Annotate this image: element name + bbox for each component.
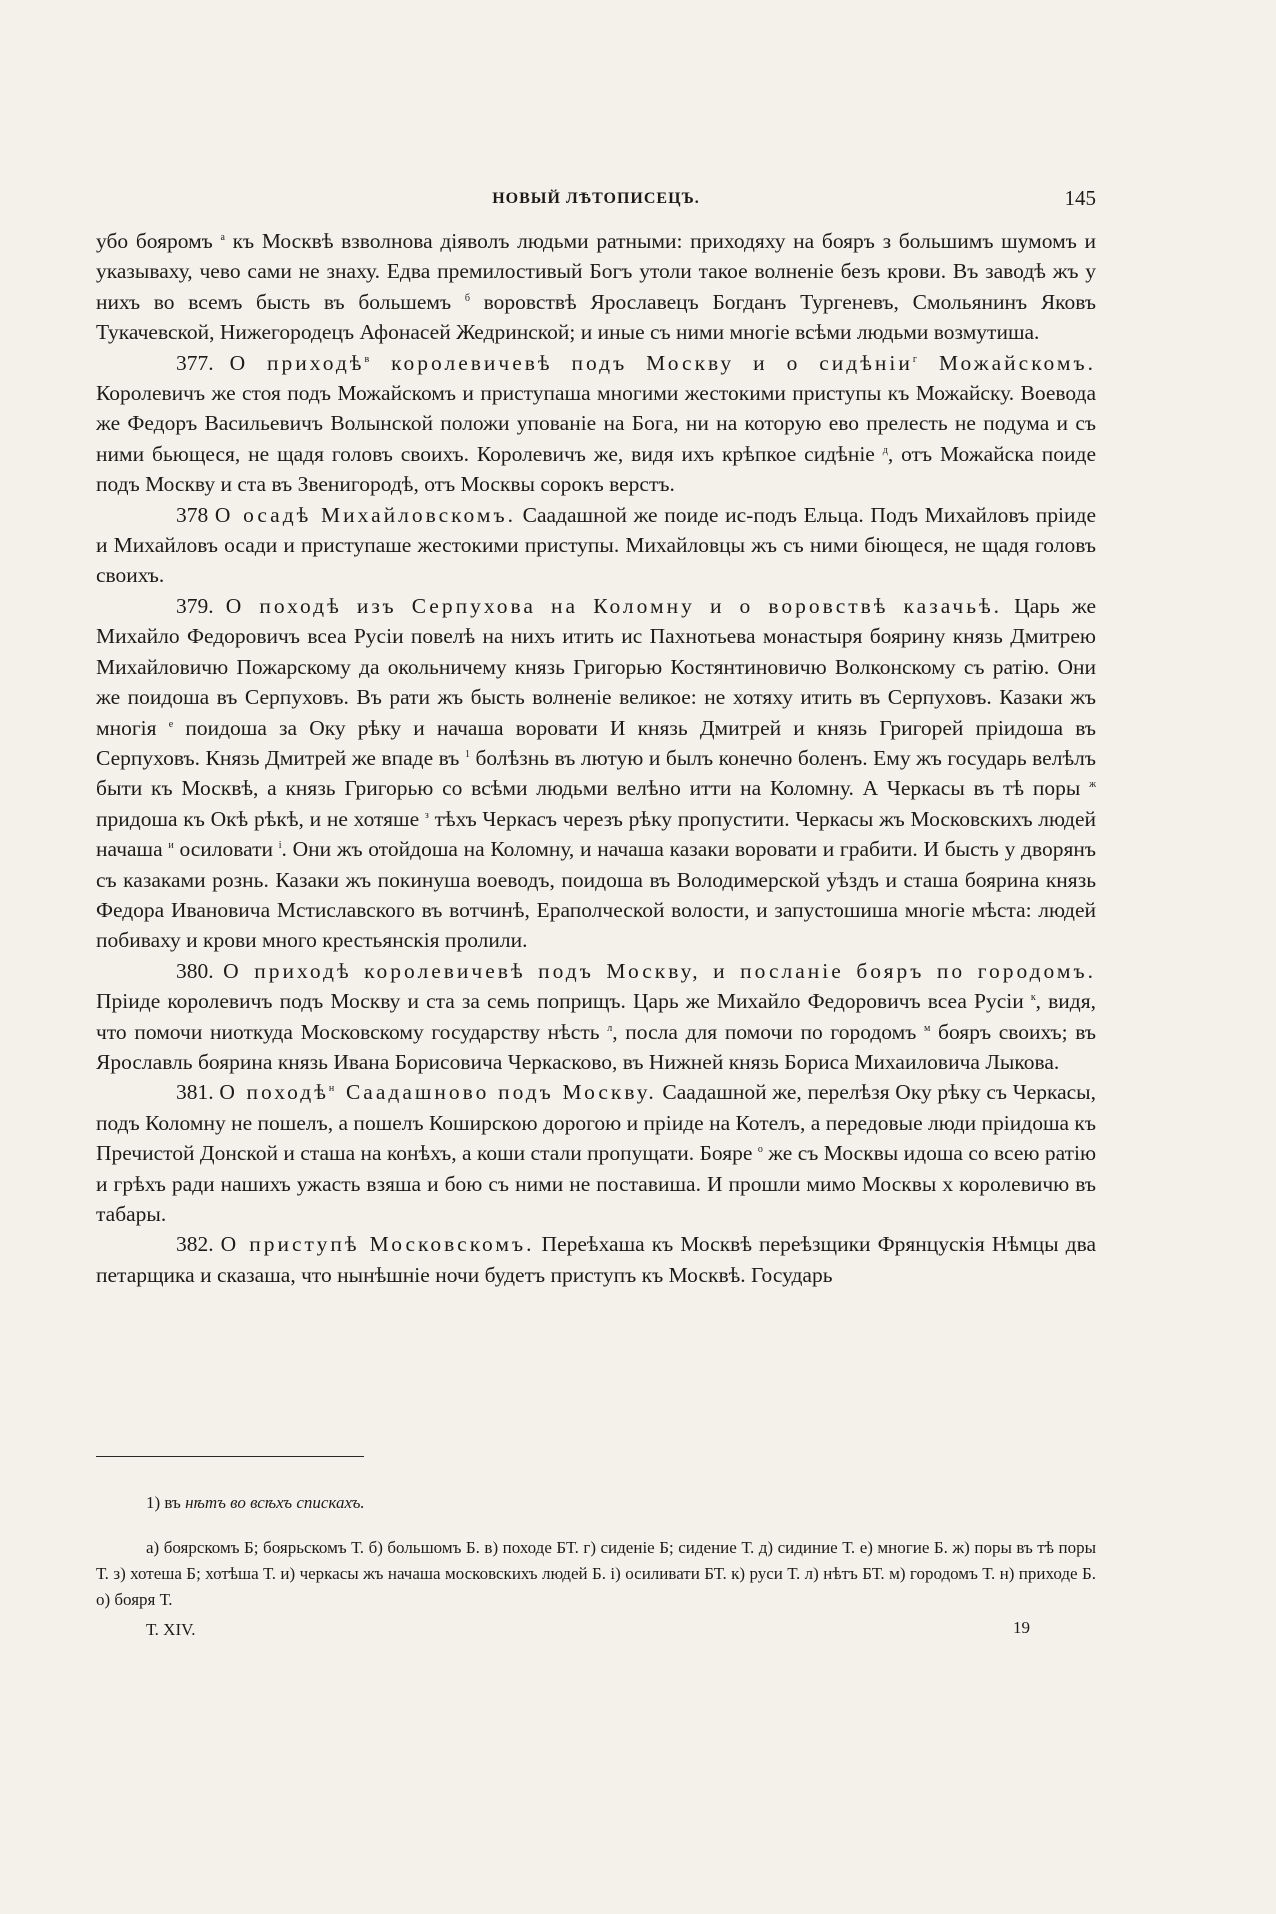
text-run: Королевичъ же стоя подъ Можайскомъ и приступаша многими жестокими приступы къ Можайску. Воевода же Федоръ Васильевичъ Волынской положи упованіе на Бога, ни на которую ево прелесть не подума и съ ними бьющеся, не щадя головъ своихъ. Королевичъ же, видя ихъ крѣпкое сидѣніе [96, 381, 1096, 466]
article-heading [230, 351, 1096, 375]
note-marker: а [220, 232, 225, 243]
page-number: 145 [1064, 186, 1096, 210]
text-run: королевичевѣ подъ Москву и о сидѣніи [372, 350, 913, 375]
text-run: придоша къ Окѣ рѣкѣ, и не хотяше [96, 806, 425, 831]
text-run: къ Москвѣ взволнова діяволъ людьми ратными: приходяху на бояръ з большимъ шумомъ и указываху, чево сами не знаху. Едва премилостивый Богъ утоли такое волненіе безъ крови. Въ заводѣ жъ у нихъ во всемъ бысть въ большемъ [96, 229, 1096, 314]
note-marker: е [168, 718, 174, 730]
text-run: воровствѣ Ярославецъ Богданъ Тургеневъ, Смольянинъ Яковъ Тукачевской, Нижегородецъ Афонасей Жедринской; и иные съ ними многіе всѣми людьми возмутиша. [96, 289, 1096, 345]
article-number: 377. [176, 350, 230, 375]
text-run: Саадашново подъ Москву. [337, 1080, 657, 1105]
text-run: , отъ Можайска поиде подъ Москву и ста въ Звенигородѣ, отъ Москвы сорокъ верстъ. [96, 441, 1096, 497]
footnote-rule [96, 1456, 364, 1457]
chronicle-paragraph [96, 1077, 1096, 1229]
note-marker: д [882, 444, 888, 456]
note-marker: і [278, 840, 282, 852]
article-heading [226, 594, 1002, 618]
text-run: Переѣхаша къ Москвѣ переѣзщики Фрянцускія Нѣмцы два петарщика и сказаша, что нынѣшніе ночи будетъ приступъ къ Москвѣ. Государь [96, 1232, 1097, 1287]
volume-label: Т. XIV. [146, 1620, 196, 1639]
text-run: Саадашной же, перелѣзя Оку рѣку съ Черкасы, подъ Коломну не пошелъ, а пошелъ Коширскою дорогою и пріиде на Котелъ, а передовые люди пріидоша къ Пречистой Донской и сташа на конѣхъ, а коши стали пропущати. Бояре [96, 1080, 1097, 1166]
text-run: болѣзнь въ лютую и былъ конечно боленъ. Ему жъ государь велѣлъ быти къ Москвѣ, а князь Григорью со всѣми людьми велѣно итти на Коломну. А Черкасы въ тѣ поры [96, 745, 1096, 801]
article-number: 378 [176, 502, 215, 527]
text-run: О походѣ изъ Серпухова на Коломну и о воровствѣ казачьѣ. [225, 593, 1003, 618]
chronicle-paragraph [96, 1229, 1096, 1290]
text-run: , посла для помочи по городомъ [612, 1019, 925, 1044]
article-number: 382. [176, 1232, 221, 1257]
chronicle-paragraph [96, 956, 1096, 1078]
article-number: 380. [176, 958, 224, 983]
footnote-marker: 1) въ [146, 1493, 181, 1512]
article-heading [215, 503, 516, 527]
note-marker: б [464, 292, 470, 304]
running-title: НОВЫЙ ЛѢТОПИСЕЦЪ. [492, 190, 700, 207]
text-run: поидоша за Оку рѣку и начаша воровати И князь Дмитрей и князь Григорей пріидоша въ Серпуховъ. Князь Дмитрей же впаде въ [96, 715, 1096, 770]
note-marker: з [424, 809, 429, 821]
chronicle-paragraph [96, 226, 1096, 348]
footnote-1 [146, 1493, 365, 1513]
article-heading [223, 959, 1096, 983]
text-run: , видя, что помочи ниоткуда Московскому государству нѣсть [96, 989, 1096, 1044]
text-run: О приходѣ [229, 350, 365, 375]
text-run: О приходѣ королевичевѣ подъ Москву, и посланіе бояръ по городомъ. [223, 958, 1096, 983]
note-marker: к [1030, 992, 1036, 1004]
variant-readings [96, 1535, 1096, 1613]
note-marker: 1 [464, 748, 470, 760]
chronicle-paragraph [96, 500, 1096, 591]
note-marker: л [607, 1022, 613, 1034]
text-run: тѣхъ Черкасъ черезъ рѣку пропустити. Черкасы жъ Московскихъ людей начаша [96, 806, 1096, 862]
text-run: убо бояромъ [96, 229, 221, 253]
text-run: Царь же Михайло Федоровичъ всеа Русіи повелѣ на нихъ итить ис Пахнотьева монастыря боярину князь Дмитрею Михайловичю Пожарскому да окольничему князь Григорью Костянтиновичю Волконскому съ ратію. Они же поидоша въ Серпуховъ. Въ рати жъ бысть волненіе великое: не хотяху итить въ Серпуховъ. Казаки жъ многія [96, 593, 1096, 740]
text-run: же съ Москвы идоша со всею ратію и грѣхъ ради нашихъ ужасть взяша и бою съ ними не поставиша. И прошли мимо Москвы х королевичю въ табары. [96, 1141, 1097, 1226]
signature-mark: 19 [1013, 1618, 1030, 1637]
text-run: Можайскомъ. [920, 350, 1096, 375]
note-marker: в [364, 353, 373, 365]
note-marker: о [757, 1144, 763, 1156]
note-marker: и [168, 840, 174, 852]
text-run: осиловати [173, 837, 279, 862]
text-run: . Они жъ отойдоша на Коломну, и начаша казаки воровати и грабити. И бысть у дворянъ съ казаками рознь. Казаки жъ покинуша воеводъ, поидоша въ Володимерской уѣздъ и сташа боярина князь Федора Ивановича Мстиславского въ вотчинѣ, Ераполческой волости, и запустошиша многіе мѣста: людей побиваху и крови много крестьянскія пролили. [96, 837, 1096, 953]
text-run: О походѣ [219, 1080, 329, 1105]
note-marker: н [328, 1083, 338, 1095]
text-run: О приступѣ Московскомъ. [220, 1232, 535, 1257]
article-heading [219, 1080, 656, 1104]
note-marker: м [924, 1022, 931, 1034]
text-run: бояръ своихъ; въ Ярославль боярина князь Ивана Борисовича Черкасково, въ Нижней князь Бориса Михаиловича Лыкова. [96, 1019, 1096, 1074]
text-run: Саадашной же поиде ис-подъ Ельца. Подъ Михайловъ пріиде и Михайловъ осади и приступаше жестокими приступы. Михайловцы жъ съ ними біющеся, не щадя головъ своихъ. [96, 502, 1096, 588]
footnote-text: нѣтъ во всѣхъ спискахъ. [185, 1493, 365, 1512]
note-marker: г [912, 353, 921, 365]
chronicle-text [96, 226, 1096, 1290]
text-run: О осадѣ Михайловскомъ. [214, 502, 516, 527]
text-run: Пріиде королевичъ подъ Москву и ста за семь поприщъ. Царь же Михайло Федоровичъ всеа Русіи [96, 989, 1031, 1014]
article-heading [221, 1232, 535, 1256]
chronicle-paragraph [96, 348, 1096, 500]
chronicle-paragraph [96, 591, 1096, 956]
article-number: 379. [176, 593, 226, 618]
article-number: 381. [176, 1080, 220, 1105]
variant-readings-text: а) боярскомъ Б; боярьскомъ Т. б) большомъ Б. в) походе БТ. г) сиденіе Б; сидение Т. д) сидиние Т. е) многие Б. ж) поры въ тѣ поры Т. з) хотеша Б; хотѣша Т. и) черкасы жъ начаша московскихъ людей Б. і) осиливати БТ. к) руси Т. л) нѣтъ БТ. м) городомъ Т. н) приходе Б. о) бояря Т. [96, 1538, 1096, 1609]
running-header [96, 184, 1096, 214]
note-marker: ж [1089, 779, 1096, 791]
